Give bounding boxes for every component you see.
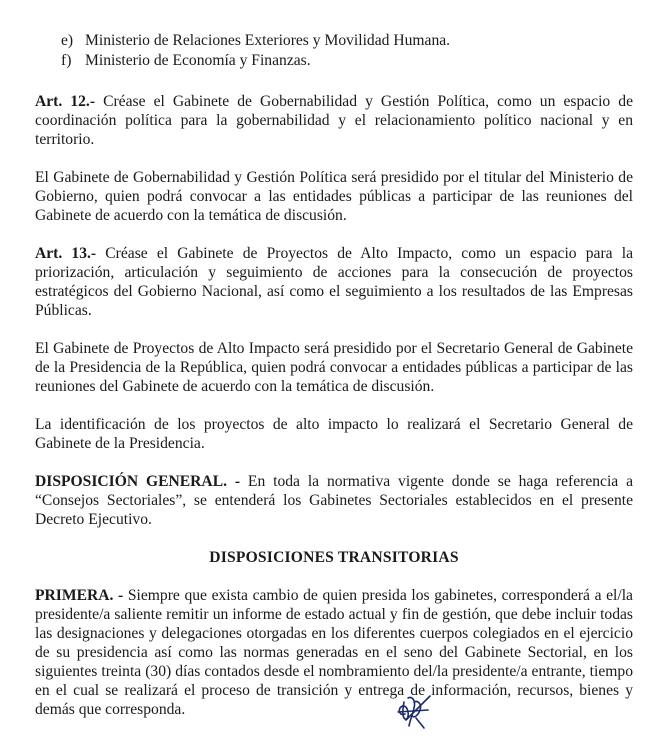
article-13-paragraph-3: La identificación de los proyectos de alto impacto lo realizará el Secretario General de Gabinete de la Presidencia. (35, 416, 633, 452)
article-13-paragraph (35, 244, 633, 320)
first-provision-heading: PRIMERA. - (35, 587, 124, 604)
first-provision-paragraph (35, 586, 633, 719)
handwritten-initials-icon (394, 688, 434, 734)
article-12-paragraph (35, 92, 633, 149)
list-item (61, 31, 633, 51)
article-12-text: Créase el Gabinete de Gobernabilidad y Gestión Política, como un espacio de coordinación política para la gobernabilidad y el relacionamiento político nacional y en territorio. (35, 93, 633, 148)
transitional-provisions-title: DISPOSICIONES TRANSITORIAS (209, 549, 459, 566)
ministry-list (61, 31, 633, 71)
article-12-heading: Art. 12.- (35, 93, 96, 110)
list-item-text: Ministerio de Economía y Finanzas. (85, 52, 311, 69)
general-provision-text: En toda la normativa vigente donde se haga referencia a “Consejos Sectoriales”, se entenderá los Gabinetes Sectoriales establecidos en el presente Decreto Ejecutivo. (35, 473, 634, 528)
list-marker: e) (61, 32, 74, 49)
article-13-text: Créase el Gabinete de Proyectos de Alto Impacto, como un espacio para la priorización, articulación y seguimiento de acciones para la consecución de proyectos estratégicos del Gobierno Nacional, así como el seguimiento a los resultados de las Empresas Públicas. (35, 245, 634, 319)
document-page (35, 31, 633, 719)
general-provision-paragraph (35, 472, 633, 529)
general-provision-heading: DISPOSICIÓN GENERAL. - (35, 473, 241, 490)
list-marker: f) (61, 52, 72, 69)
article-13-heading: Art. 13.- (35, 245, 97, 262)
list-item-text: Ministerio de Relaciones Exteriores y Movilidad Humana. (85, 32, 451, 49)
article-12-paragraph-2: El Gabinete de Gobernabilidad y Gestión Política será presidido por el titular del Ministerio de Gobierno, quien podrá convocar a las entidades públicas a participar de las reuniones del Gabinete de acuerdo con la temática de discusión. (35, 169, 633, 224)
article-13-paragraph-2: El Gabinete de Proyectos de Alto Impacto será presidido por el Secretario General de Gabinete de la Presidencia de la República, quien podrá convocar a entidades públicas a participar de las reuniones del Gabinete de acuerdo con la temática de discusión. (35, 340, 633, 395)
list-item (61, 51, 633, 71)
first-provision-text: Siempre que exista cambio de quien presida los gabinetes, corresponderá a el/la presidente/a saliente remitir un informe de estado actual y fin de gestión, que debe incluir todas las designaciones y delegaciones otorgadas en los diferentes cuerpos colegiados en el ejercicio de su presidencia así como las normas generadas en el seno del Gabinete Sectorial, en los siguientes treinta (30) días contados desde el nombramiento del/la presidente/a entrante, tiempo en el cual se realizará el proceso de transición y entrega de información, recursos, bienes y demás que corresponda. (35, 587, 633, 718)
